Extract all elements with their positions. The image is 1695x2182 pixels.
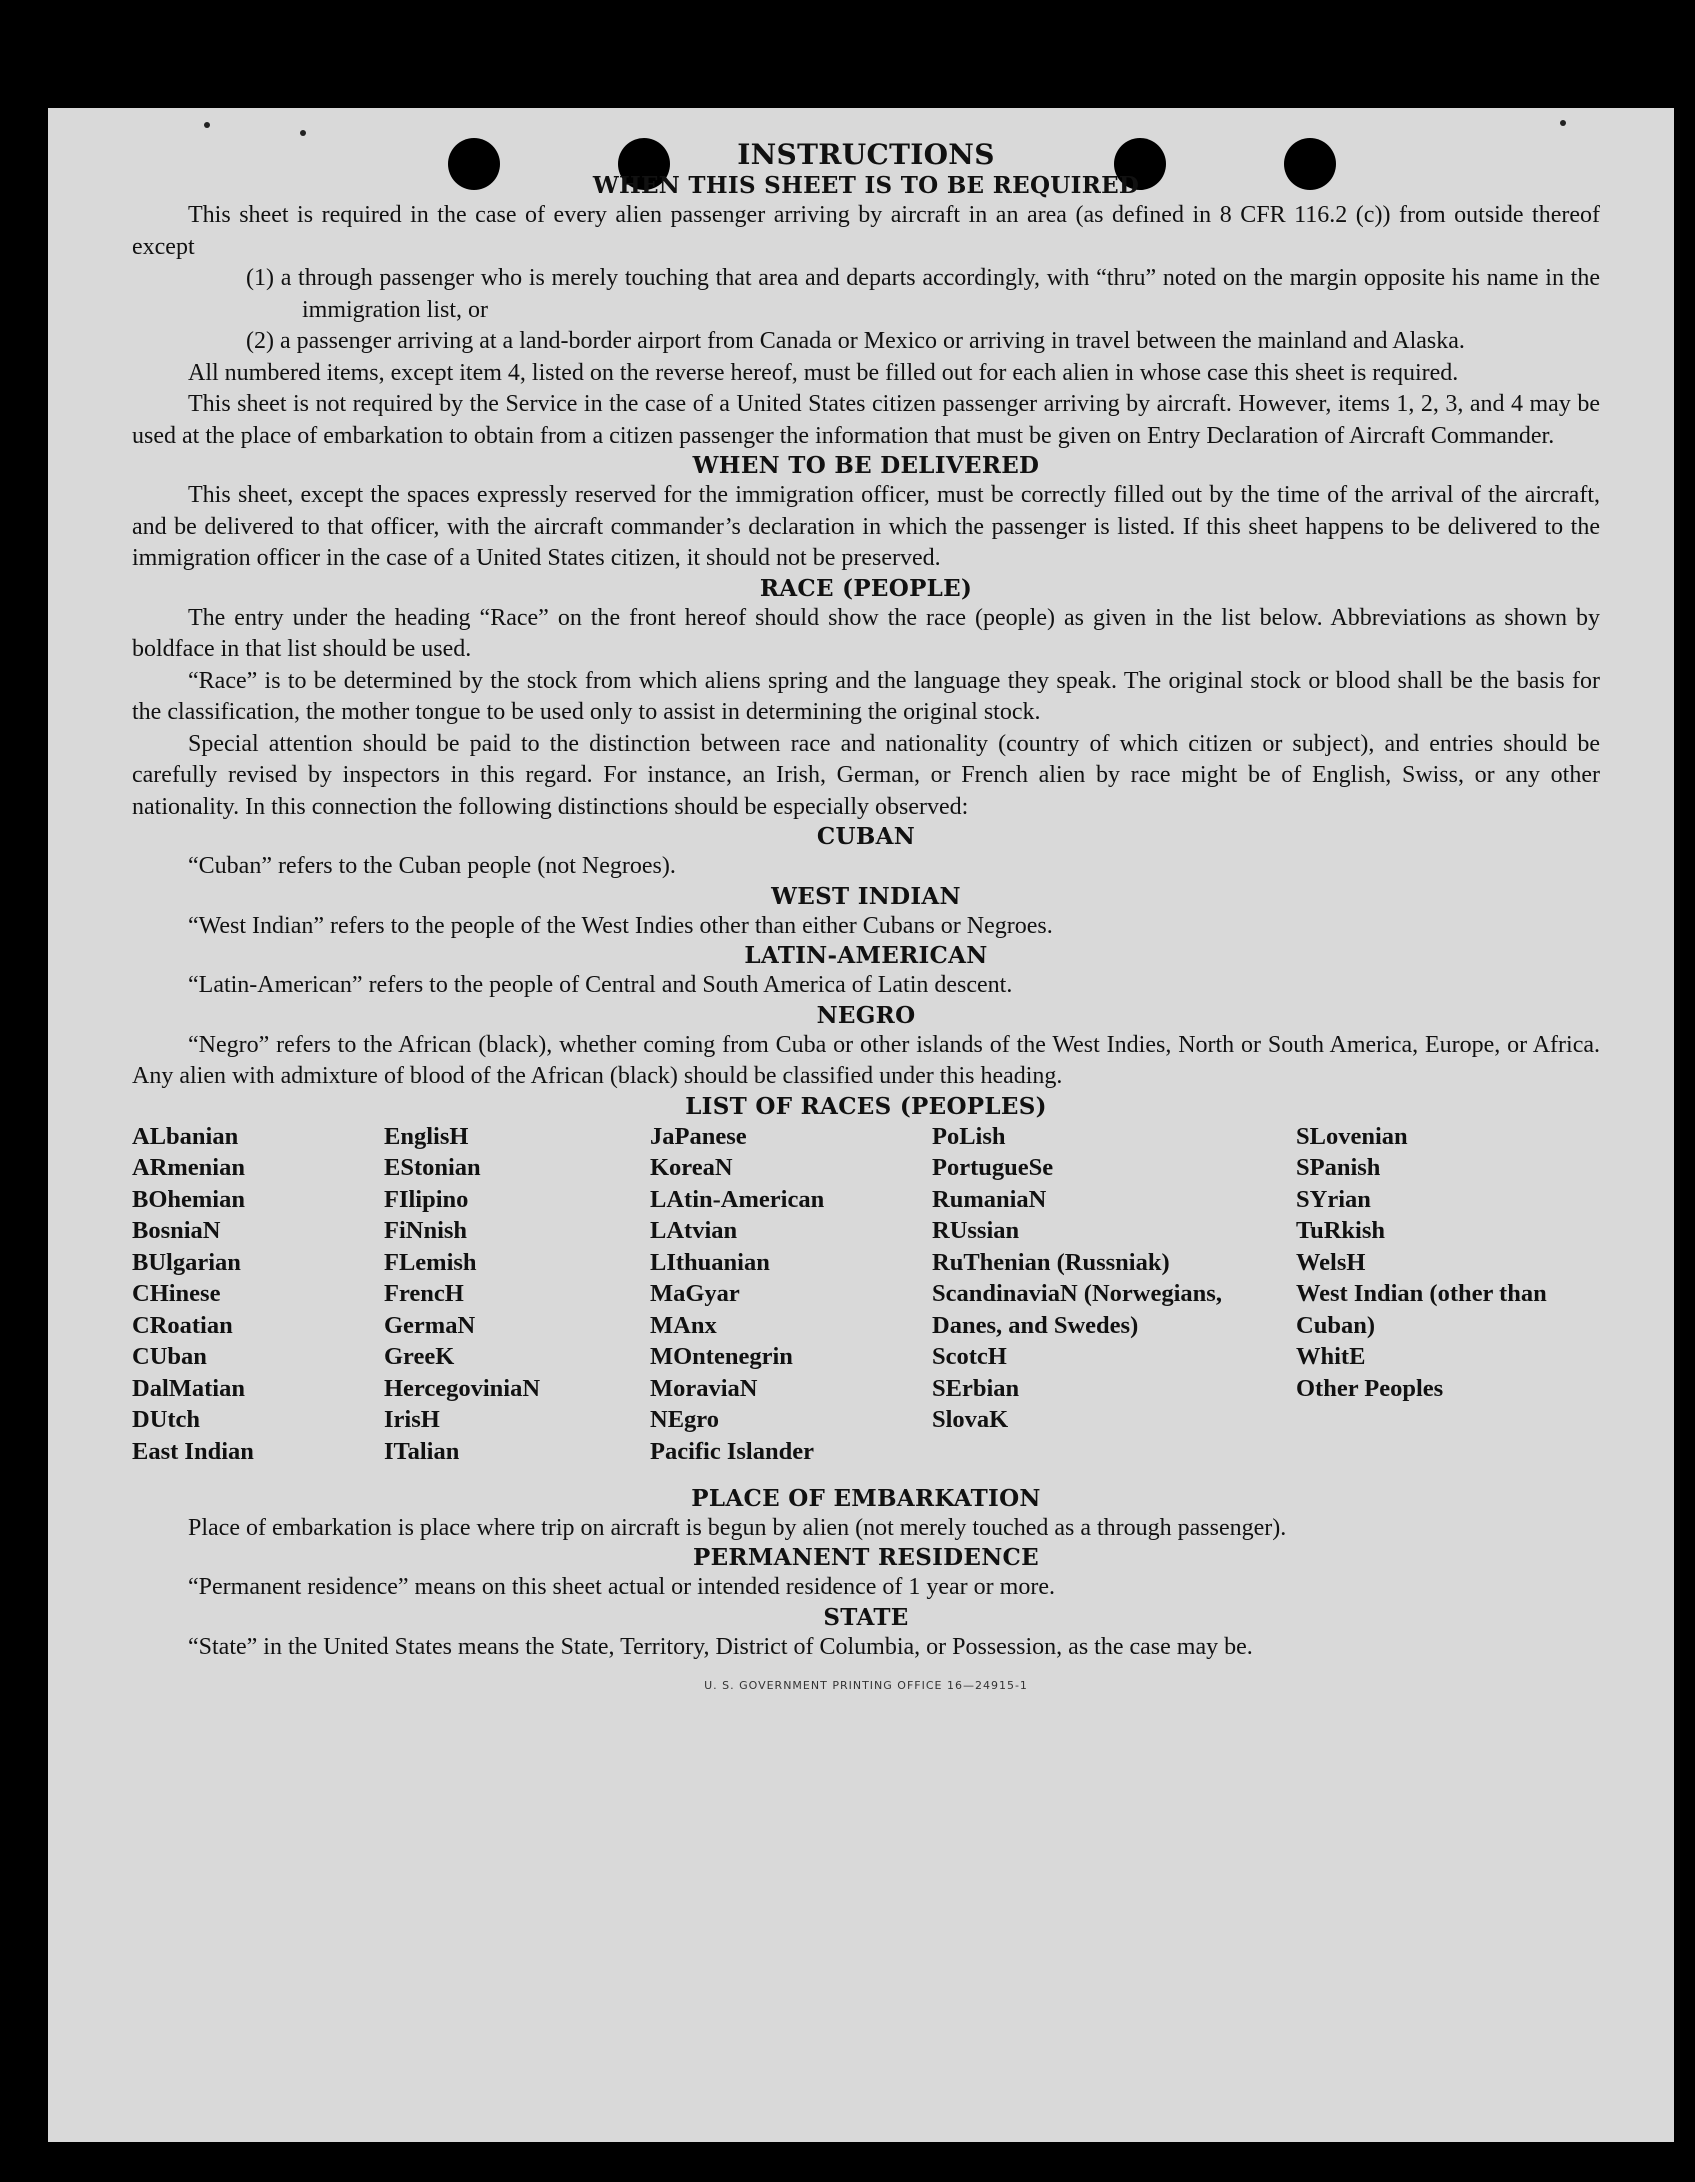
race-entry: East Indian <box>132 1437 254 1465</box>
paragraph: “State” in the United States means the State, Territory, District of Columbia, or Possession, as the case may be. <box>188 1633 1253 1660</box>
race-entry: CRoatian <box>132 1311 233 1339</box>
paragraph: All numbered items, except item 4, listed on the reverse hereof, must be filled out for each alien in whose case this sheet is required. <box>188 359 1459 386</box>
race-entry: ScotcH <box>932 1343 1007 1370</box>
race-column <box>932 1121 1222 1436</box>
race-entry: WelsH <box>1296 1248 1366 1276</box>
list-item: (2) a passenger arriving at a land-border airport from Canada or Mexico or arriving in travel between the mainland and Alaska. <box>246 328 1465 354</box>
heading-west-indian: WEST INDIAN <box>771 882 961 910</box>
list-item: (1) a through passenger who is merely touching that area and departs accordingly, with “thru” noted on the margin opposite his name in the immigration list, or <box>246 265 1600 323</box>
race-entry: FiNnish <box>384 1217 468 1244</box>
race-entry: DUtch <box>132 1406 201 1433</box>
race-entry: EnglisH <box>384 1122 469 1150</box>
race-entry: WhitE <box>1296 1343 1366 1370</box>
race-entry: Pacific Islander <box>650 1437 814 1465</box>
race-entry: SErbian <box>932 1374 1020 1402</box>
speck <box>1560 120 1566 126</box>
paragraph: This sheet is not required by the Service in the case of a United States citizen passenger arriving by aircraft. However, items 1, 2, 3, and 4 may be used at the place of embarkation to obtain from a citizen passenger the information that must be given on Entry Declaration of Aircraft Commander. <box>132 391 1600 449</box>
race-entry: GermaN <box>384 1311 476 1339</box>
race-entry: KoreaN <box>650 1154 733 1181</box>
race-entry: SLovenian <box>1296 1122 1408 1150</box>
race-entry: CHinese <box>132 1280 221 1307</box>
race-entry: HercegoviniaN <box>384 1374 541 1402</box>
race-column <box>384 1121 634 1468</box>
race-entry: RumaniaN <box>932 1185 1047 1213</box>
instructions-content <box>132 138 1600 1692</box>
paragraph: “Cuban” refers to the Cuban people (not Negroes). <box>188 853 676 879</box>
race-entry: JaPanese <box>650 1122 747 1150</box>
race-entry: RUssian <box>932 1217 1020 1244</box>
race-entry: BosniaN <box>132 1217 221 1244</box>
race-entry: LAtvian <box>650 1217 738 1244</box>
paragraph: Special attention should be paid to the distinction between race and nationality (country of which citizen or subject), and entries should be carefully revised by inspectors in this regard. For instance, an Irish, German, or French alien by race might be of English, Swiss, or any other nationality. In this connection the following distinctions should be especially observed: <box>132 730 1600 820</box>
speck <box>204 122 210 128</box>
race-entry: MOntenegrin <box>650 1343 793 1370</box>
race-column <box>1296 1121 1566 1405</box>
race-entry: GreeK <box>384 1343 455 1370</box>
printing-office-imprint: U. S. GOVERNMENT PRINTING OFFICE 16—24915-1 <box>704 1679 1028 1692</box>
race-column <box>132 1121 372 1468</box>
heading-list-of-races: LIST OF RACES (PEOPLES) <box>685 1092 1047 1120</box>
document-sheet <box>48 108 1674 2142</box>
race-entry: RuThenian (Russniak) <box>932 1248 1170 1276</box>
heading-when-required: WHEN THIS SHEET IS TO BE REQUIRED <box>592 172 1140 199</box>
race-entry: LIthuanian <box>650 1248 770 1276</box>
heading-residence: PERMANENT RESIDENCE <box>693 1544 1039 1571</box>
race-column <box>650 1121 910 1468</box>
race-entry: EStonian <box>384 1154 481 1181</box>
paragraph: “Permanent residence” means on this sheet actual or intended residence of 1 year or more. <box>188 1574 1055 1600</box>
heading-when-delivered: WHEN TO BE DELIVERED <box>692 452 1040 479</box>
race-entry: DalMatian <box>132 1374 245 1402</box>
race-entry: LAtin-American <box>650 1185 825 1213</box>
race-entry: Other Peoples <box>1296 1374 1444 1402</box>
paragraph: The entry under the heading “Race” on the front hereof should show the race (people) as given in the list below. Abbreviations as shown by boldface in that list should be used. <box>132 604 1600 662</box>
race-entry: West Indian (other than Cuban) <box>1296 1280 1547 1339</box>
paragraph: This sheet is required in the case of every alien passenger arriving by aircraft in an area (as defined in 8 CFR 116.2 (c)) from outside thereof except <box>132 202 1600 260</box>
race-entry: FrencH <box>384 1280 464 1307</box>
race-entry: SPanish <box>1296 1154 1381 1181</box>
heading-cuban: CUBAN <box>816 823 916 850</box>
race-entry: BOhemian <box>132 1185 245 1213</box>
heading-embarkation: PLACE OF EMBARKATION <box>691 1484 1041 1512</box>
race-entry: MoraviaN <box>650 1374 758 1402</box>
page-title: INSTRUCTIONS <box>737 138 995 171</box>
race-entry: TuRkish <box>1296 1217 1386 1244</box>
heading-state: STATE <box>823 1603 909 1631</box>
race-entry: BUlgarian <box>132 1248 241 1276</box>
race-entry: CUban <box>132 1343 207 1370</box>
race-entry: MaGyar <box>650 1280 740 1307</box>
paragraph: This sheet, except the spaces expressly reserved for the immigration officer, must be correctly filled out by the time of the arrival of the aircraft, and be delivered to that officer, with the aircraft commander’s declaration in which the passenger is listed. If this sheet happens to be delivered to the immigration officer in the case of a United States citizen, it should not be preserved. <box>132 482 1600 571</box>
race-entry: ITalian <box>384 1437 460 1465</box>
paragraph: “West Indian” refers to the people of the West Indies other than either Cubans or Negroes. <box>188 912 1053 939</box>
paragraph: Place of embarkation is place where trip on aircraft is begun by alien (not merely touched as a through passenger). <box>188 1514 1287 1541</box>
race-entry: IrisH <box>384 1406 440 1433</box>
paragraph: “Negro” refers to the African (black), whether coming from Cuba or other islands of the West Indies, North or South America, Europe, or Africa. Any alien with admixture of blood of the African (black) should be classified under this heading. <box>132 1031 1600 1089</box>
race-entry: ALbanian <box>132 1122 239 1150</box>
race-entry: ARmenian <box>132 1154 245 1181</box>
race-entry: FLemish <box>384 1248 477 1276</box>
race-entry: NEgro <box>650 1406 719 1433</box>
paragraph: “Latin-American” refers to the people of Central and South America of Latin descent. <box>188 972 1013 998</box>
race-entry: MAnx <box>650 1311 717 1339</box>
race-entry: ScandinaviaN (Norwegians, Danes, and Swedes) <box>932 1280 1222 1339</box>
race-list <box>132 1121 1600 1485</box>
speck <box>300 130 306 136</box>
heading-race: RACE (PEOPLE) <box>759 574 973 602</box>
race-entry: SlovaK <box>932 1406 1009 1433</box>
race-entry: PortugueSe <box>932 1154 1054 1181</box>
race-entry: SYrian <box>1296 1185 1371 1213</box>
race-entry: FIlipino <box>384 1185 469 1213</box>
paragraph: “Race” is to be determined by the stock from which aliens spring and the language they speak. The original stock or blood shall be the basis for the classification, the mother tongue to be used only to assist in determining the original stock. <box>132 667 1600 725</box>
heading-latin-american: LATIN-AMERICAN <box>744 942 988 969</box>
race-entry: PoLish <box>932 1122 1006 1150</box>
heading-negro: NEGRO <box>816 1001 916 1029</box>
